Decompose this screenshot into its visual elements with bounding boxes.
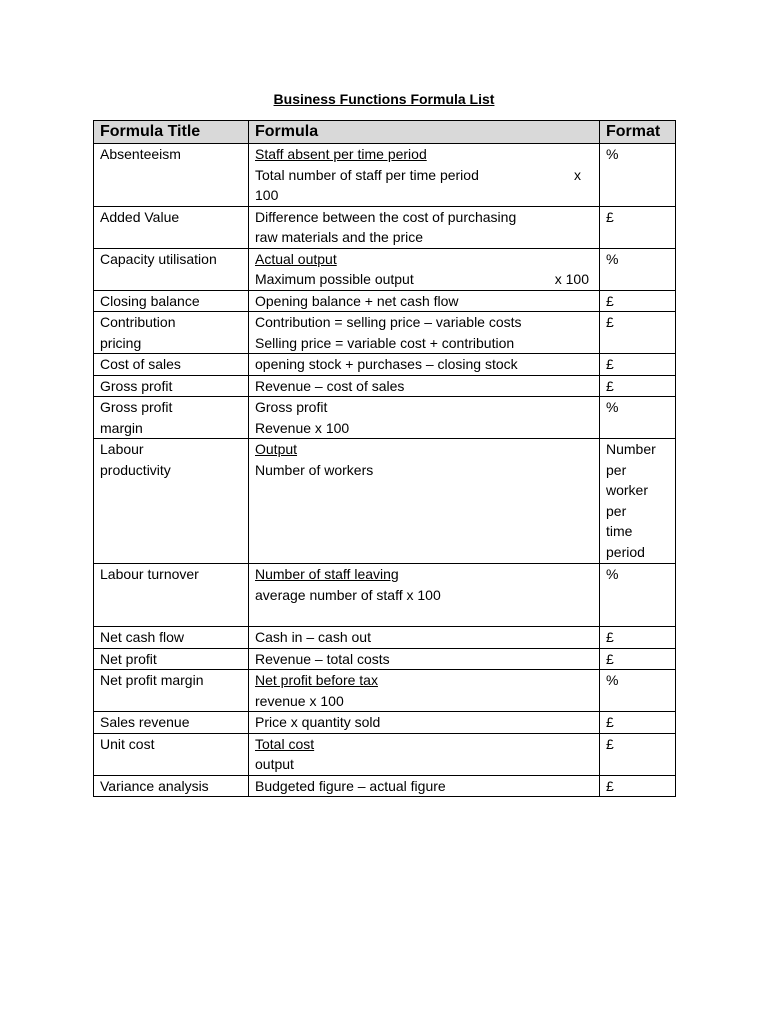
row-title: Added Value bbox=[94, 206, 249, 248]
row-format: £ bbox=[600, 312, 676, 354]
row-format bbox=[600, 439, 676, 564]
header-formula-title: Formula Title bbox=[94, 121, 249, 144]
row-title: Sales revenue bbox=[94, 712, 249, 734]
formula-multiplier: x 100 bbox=[554, 271, 589, 287]
table-row bbox=[94, 144, 676, 207]
row-formula bbox=[249, 564, 600, 627]
formula-multiplier-symbol: x bbox=[574, 166, 581, 183]
formula-line: Selling price = variable cost + contribution bbox=[255, 334, 515, 351]
formula-denominator-text: Total number of staff per time period bbox=[255, 166, 479, 183]
table-row bbox=[94, 648, 676, 670]
row-title bbox=[94, 397, 249, 439]
row-formula bbox=[249, 670, 600, 712]
table-row bbox=[94, 397, 676, 439]
row-title: Net profit margin bbox=[94, 670, 249, 712]
table-row bbox=[94, 670, 676, 712]
row-formula: Price x quantity sold bbox=[249, 712, 600, 734]
table-row bbox=[94, 439, 676, 564]
format-line: worker bbox=[606, 482, 649, 498]
format-line: period bbox=[606, 543, 645, 560]
row-formula bbox=[249, 397, 600, 439]
formula-denominator: average number of staff x 100 bbox=[255, 586, 441, 603]
formula-denominator: revenue x 100 bbox=[255, 692, 344, 709]
row-format: £ bbox=[600, 354, 676, 376]
row-format: % bbox=[600, 248, 676, 290]
row-format: % bbox=[600, 564, 676, 627]
row-formula: Revenue – total costs bbox=[249, 648, 600, 670]
header-format: Format bbox=[600, 121, 676, 144]
formula-numerator: Total cost bbox=[255, 735, 315, 752]
format-line: Number bbox=[606, 441, 656, 457]
title-line: margin bbox=[100, 419, 143, 436]
formula-denominator bbox=[255, 269, 593, 290]
table-row bbox=[94, 206, 676, 248]
row-format: £ bbox=[600, 733, 676, 775]
header-formula: Formula bbox=[249, 121, 600, 144]
formula-table bbox=[93, 120, 676, 797]
table-row bbox=[94, 248, 676, 290]
formula-numerator: Net profit before tax bbox=[255, 672, 378, 688]
row-formula: opening stock + purchases – closing stock bbox=[249, 354, 600, 376]
table-row bbox=[94, 375, 676, 397]
row-title: Closing balance bbox=[94, 290, 249, 312]
row-title: Unit cost bbox=[94, 733, 249, 775]
title-line: Labour bbox=[100, 441, 144, 457]
table-row bbox=[94, 312, 676, 354]
formula-numerator: Actual output bbox=[255, 250, 337, 267]
format-line: per bbox=[606, 461, 627, 478]
row-formula bbox=[249, 312, 600, 354]
table-row bbox=[94, 564, 676, 627]
formula-line: Difference between the cost of purchasing bbox=[255, 208, 517, 225]
row-format: £ bbox=[600, 290, 676, 312]
formula-denominator: output bbox=[255, 756, 294, 772]
row-formula: Revenue – cost of sales bbox=[249, 375, 600, 397]
formula-denominator-text: Maximum possible output bbox=[255, 271, 414, 287]
row-formula: Cash in – cash out bbox=[249, 627, 600, 649]
table-row bbox=[94, 627, 676, 649]
row-title: Absenteeism bbox=[94, 144, 249, 207]
row-title: Cost of sales bbox=[94, 354, 249, 376]
formula-multiplier-value: 100 bbox=[255, 187, 279, 203]
row-format: % bbox=[600, 397, 676, 439]
row-format: £ bbox=[600, 648, 676, 670]
title-line: productivity bbox=[100, 461, 171, 478]
format-line: per bbox=[606, 502, 627, 519]
row-title: Capacity utilisation bbox=[94, 248, 249, 290]
row-formula: Opening balance + net cash flow bbox=[249, 290, 600, 312]
row-formula bbox=[249, 206, 600, 248]
formula-numerator: Staff absent per time period bbox=[255, 146, 427, 162]
formula-line: Revenue x 100 bbox=[255, 419, 350, 436]
table-row bbox=[94, 733, 676, 775]
title-line: Gross profit bbox=[100, 399, 173, 415]
document-title: Business Functions Formula List bbox=[273, 91, 495, 107]
formula-line: Gross profit bbox=[255, 399, 328, 415]
row-title: Net cash flow bbox=[94, 627, 249, 649]
formula-line: Contribution = selling price – variable costs bbox=[255, 314, 522, 330]
row-format: £ bbox=[600, 206, 676, 248]
formula-denominator: Number of workers bbox=[255, 461, 374, 478]
format-line: time bbox=[606, 523, 633, 539]
row-formula bbox=[249, 439, 600, 564]
row-formula: Budgeted figure – actual figure bbox=[249, 775, 600, 797]
table-row bbox=[94, 354, 676, 376]
table-header-row bbox=[94, 121, 676, 144]
row-title bbox=[94, 439, 249, 564]
row-format: £ bbox=[600, 775, 676, 797]
table-row bbox=[94, 775, 676, 797]
row-title: Labour turnover bbox=[94, 564, 249, 627]
row-format: % bbox=[600, 144, 676, 207]
row-title: Variance analysis bbox=[94, 775, 249, 797]
row-format: % bbox=[600, 670, 676, 712]
row-formula bbox=[249, 248, 600, 290]
formula-numerator: Output bbox=[255, 441, 298, 457]
title-line: pricing bbox=[100, 334, 142, 351]
table-row bbox=[94, 290, 676, 312]
formula-denominator bbox=[255, 165, 593, 186]
row-format: £ bbox=[600, 712, 676, 734]
title-line: Contribution bbox=[100, 314, 176, 330]
formula-numerator: Number of staff leaving bbox=[255, 566, 399, 582]
formula-line: raw materials and the price bbox=[255, 229, 424, 245]
row-title: Gross profit bbox=[94, 375, 249, 397]
row-title bbox=[94, 312, 249, 354]
row-formula bbox=[249, 144, 600, 207]
row-format: £ bbox=[600, 627, 676, 649]
table-row bbox=[94, 712, 676, 734]
row-title: Net profit bbox=[94, 648, 249, 670]
row-formula bbox=[249, 733, 600, 775]
row-format: £ bbox=[600, 375, 676, 397]
